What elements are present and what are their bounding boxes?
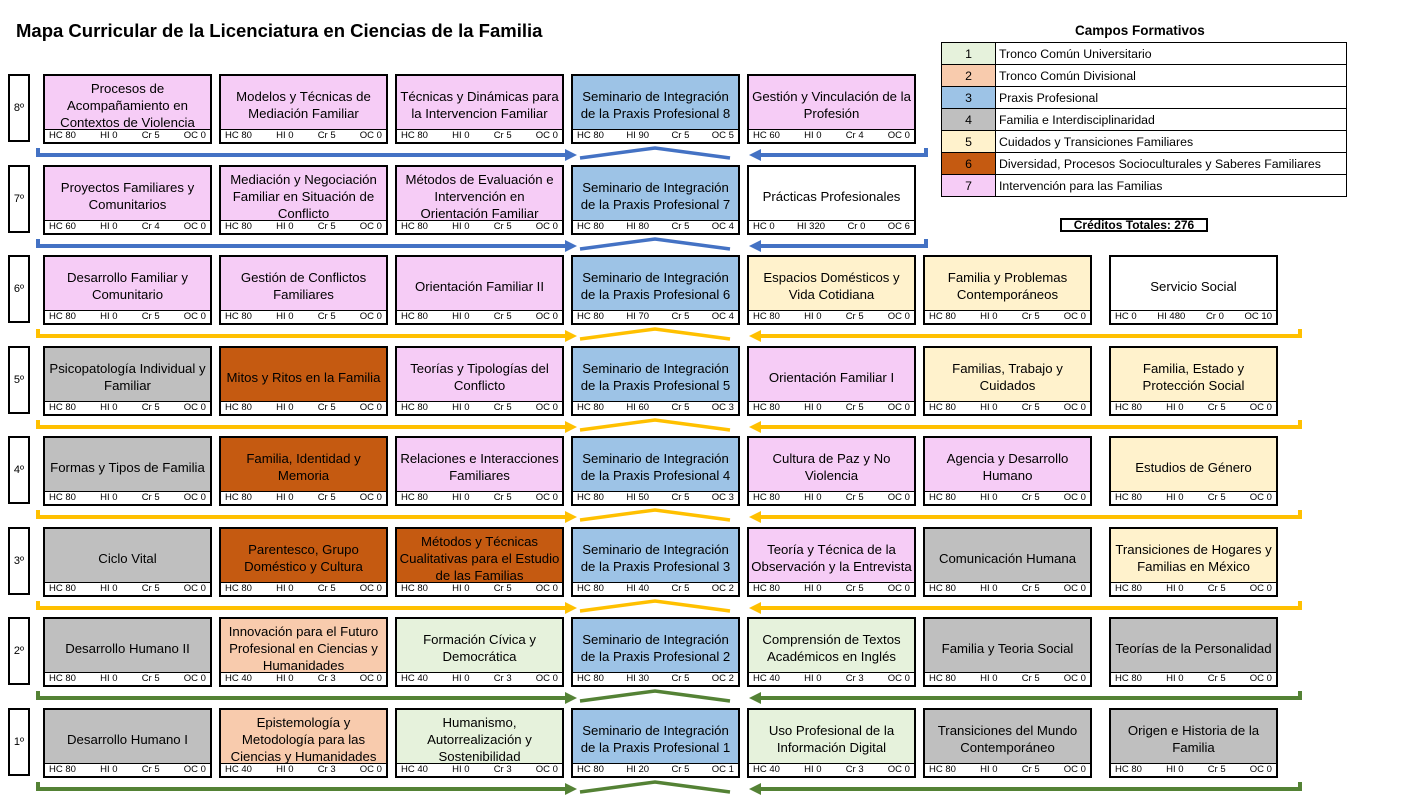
other-credits: OC 0 — [359, 130, 382, 141]
hours-theory: HC 60 — [753, 130, 780, 141]
course-name: Seminario de Integración de la Praxis Profesional 4 — [580, 451, 731, 483]
other-credits: OC 0 — [183, 764, 206, 775]
credits: Cr 5 — [671, 311, 690, 322]
course-name: Seminario de Integración de la Praxis Profesional 6 — [580, 270, 731, 302]
other-credits: OC 0 — [535, 764, 558, 775]
credits: Cr 5 — [317, 130, 336, 141]
hours-theory: HC 80 — [577, 402, 604, 413]
other-credits: OC 0 — [1249, 583, 1272, 594]
hours-theory: HC 80 — [929, 311, 956, 322]
other-credits: OC 0 — [1249, 673, 1272, 684]
other-credits: OC 0 — [359, 764, 382, 775]
other-credits: OC 3 — [711, 492, 734, 503]
hours-theory: HC 80 — [401, 221, 428, 232]
credits: Cr 5 — [671, 583, 690, 594]
other-credits: OC 0 — [887, 492, 910, 503]
course-name: Prácticas Profesionales — [762, 188, 901, 204]
course-name: Seminario de Integración de la Praxis Profesional 2 — [580, 632, 731, 664]
other-credits: OC 0 — [359, 311, 382, 322]
other-credits: OC 0 — [887, 583, 910, 594]
hours-independent: HI 0 — [100, 221, 118, 232]
hours-independent: HI 90 — [626, 130, 650, 141]
hours-independent: HI 0 — [452, 130, 470, 141]
other-credits: OC 0 — [359, 583, 382, 594]
other-credits: OC 0 — [183, 583, 206, 594]
hours-independent: HI 0 — [276, 673, 294, 684]
credits: Cr 5 — [671, 673, 690, 684]
credits: Cr 5 — [141, 492, 160, 503]
hours-theory: HC 80 — [753, 311, 780, 322]
hours-theory: HC 80 — [49, 311, 76, 322]
legend-label: Tronco Común Divisional — [996, 65, 1347, 87]
row-arrows — [38, 148, 926, 161]
semester-label: 6º — [8, 255, 30, 323]
credits: Cr 5 — [671, 764, 690, 775]
other-credits: OC 0 — [535, 492, 558, 503]
credits: Cr 5 — [317, 221, 336, 232]
hours-theory: HC 40 — [401, 764, 428, 775]
hours-independent: HI 0 — [804, 673, 822, 684]
hours-theory: HC 80 — [225, 130, 252, 141]
course-name: Proyectos Familiares y Comunitarios — [60, 180, 195, 212]
legend-num: 4 — [942, 109, 996, 131]
other-credits: OC 4 — [711, 311, 734, 322]
other-credits: OC 0 — [887, 764, 910, 775]
legend-label: Diversidad, Procesos Socioculturales y Saberes Familiares — [996, 153, 1347, 175]
credits: Cr 3 — [493, 673, 512, 684]
hours-independent: HI 320 — [797, 221, 826, 232]
credits: Cr 5 — [141, 583, 160, 594]
other-credits: OC 0 — [887, 673, 910, 684]
other-credits: OC 10 — [1244, 311, 1272, 322]
course-name: Teorías y Tipologías del Conflicto — [410, 361, 549, 393]
course-name: Familia y Problemas Contemporáneos — [947, 270, 1068, 302]
hours-independent: HI 0 — [276, 583, 294, 594]
credits: Cr 5 — [493, 130, 512, 141]
other-credits: OC 0 — [1249, 764, 1272, 775]
hours-theory: HC 80 — [753, 402, 780, 413]
hours-theory: HC 80 — [577, 583, 604, 594]
hours-theory: HC 80 — [1115, 402, 1142, 413]
other-credits: OC 6 — [887, 221, 910, 232]
course-name: Gestión de Conflictos Familiares — [240, 270, 367, 302]
hours-theory: HC 40 — [753, 764, 780, 775]
hours-independent: HI 80 — [626, 221, 650, 232]
hours-theory: HC 80 — [929, 673, 956, 684]
hours-independent: HI 0 — [980, 583, 998, 594]
course-name: Formas y Tipos de Familia — [50, 459, 205, 475]
other-credits: OC 0 — [1249, 492, 1272, 503]
hours-theory: HC 80 — [49, 583, 76, 594]
credits: Cr 5 — [845, 583, 864, 594]
course-name: Parentesco, Grupo Doméstico y Cultura — [244, 542, 363, 574]
hours-theory: HC 80 — [49, 492, 76, 503]
credits: Cr 4 — [141, 221, 160, 232]
legend-label: Familia e Interdisciplinaridad — [996, 109, 1347, 131]
row-arrows — [38, 782, 1300, 795]
credits: Cr 5 — [1021, 764, 1040, 775]
row-arrows — [38, 239, 926, 252]
credits: Cr 5 — [317, 492, 336, 503]
row-arrows — [38, 601, 1300, 614]
hours-theory: HC 80 — [577, 221, 604, 232]
other-credits: OC 0 — [183, 130, 206, 141]
credits-total: Créditos Totales: 276 — [1060, 218, 1208, 232]
credits: Cr 3 — [317, 673, 336, 684]
legend-num: 6 — [942, 153, 996, 175]
course-name: Orientación Familiar I — [768, 369, 895, 385]
hours-independent: HI 0 — [452, 311, 470, 322]
other-credits: OC 0 — [183, 492, 206, 503]
hours-independent: HI 0 — [452, 492, 470, 503]
hours-independent: HI 20 — [626, 764, 650, 775]
credits: Cr 5 — [1207, 402, 1226, 413]
course-name: Familia, Identidad y Memoria — [246, 451, 361, 483]
hours-independent: HI 0 — [276, 311, 294, 322]
course-name: Seminario de Integración de la Praxis Profesional 5 — [580, 361, 731, 393]
legend-num: 1 — [942, 43, 996, 65]
hours-theory: HC 80 — [49, 130, 76, 141]
credits: Cr 5 — [141, 402, 160, 413]
course-name: Mediación y Negociación Familiar en Situación de Conflicto — [230, 171, 377, 221]
hours-independent: HI 0 — [1166, 402, 1184, 413]
course-name: Gestión y Vinculación de la Profesión — [752, 89, 911, 121]
course-name: Desarrollo Humano I — [67, 731, 188, 747]
course-name: Cultura de Paz y No Violencia — [772, 451, 891, 483]
row-arrows — [38, 691, 1300, 704]
legend-label: Tronco Común Universitario — [996, 43, 1347, 65]
other-credits: OC 0 — [535, 583, 558, 594]
semester-label: 7º — [8, 165, 30, 233]
credits: Cr 5 — [845, 311, 864, 322]
credits: Cr 5 — [141, 673, 160, 684]
credits: Cr 5 — [141, 764, 160, 775]
hours-theory: HC 80 — [401, 492, 428, 503]
credits: Cr 5 — [1021, 311, 1040, 322]
hours-independent: HI 0 — [980, 673, 998, 684]
credits: Cr 5 — [845, 492, 864, 503]
hours-theory: HC 40 — [225, 673, 252, 684]
hours-theory: HC 80 — [753, 492, 780, 503]
credits: Cr 5 — [493, 311, 512, 322]
credits: Cr 5 — [317, 583, 336, 594]
course-name: Agencia y Desarrollo Humano — [946, 451, 1069, 483]
credits: Cr 5 — [141, 130, 160, 141]
credits: Cr 5 — [671, 402, 690, 413]
hours-independent: HI 30 — [626, 673, 650, 684]
hours-independent: HI 50 — [626, 492, 650, 503]
credits: Cr 5 — [671, 221, 690, 232]
legend-num: 5 — [942, 131, 996, 153]
course-name: Servicio Social — [1150, 278, 1237, 294]
other-credits: OC 0 — [535, 221, 558, 232]
hours-independent: HI 0 — [804, 402, 822, 413]
hours-independent: HI 0 — [276, 221, 294, 232]
credits: Cr 5 — [671, 492, 690, 503]
hours-independent: HI 0 — [100, 673, 118, 684]
course-name: Seminario de Integración de la Praxis Profesional 1 — [580, 723, 731, 755]
other-credits: OC 0 — [359, 402, 382, 413]
other-credits: OC 0 — [887, 130, 910, 141]
credits: Cr 5 — [493, 583, 512, 594]
course-name: Técnicas y Dinámicas para la Intervencion Familiar — [400, 89, 559, 121]
legend-num: 2 — [942, 65, 996, 87]
course-name: Seminario de Integración de la Praxis Profesional 8 — [580, 89, 731, 121]
semester-label: 4º — [8, 436, 30, 504]
other-credits: OC 0 — [359, 673, 382, 684]
other-credits: OC 2 — [711, 673, 734, 684]
course-name: Psicopatología Individual y Familiar — [49, 361, 206, 393]
credits: Cr 5 — [493, 221, 512, 232]
credits: Cr 4 — [845, 130, 864, 141]
course-name: Transiciones del Mundo Contemporáneo — [937, 723, 1078, 755]
hours-theory: HC 80 — [49, 764, 76, 775]
semester-label: 3º — [8, 527, 30, 595]
course-name: Comunicación Humana — [938, 550, 1077, 566]
credits: Cr 5 — [1021, 492, 1040, 503]
course-name: Formación Cívica y Democrática — [423, 632, 536, 664]
course-name: Familia, Estado y Protección Social — [1142, 361, 1245, 393]
hours-independent: HI 0 — [452, 764, 470, 775]
other-credits: OC 5 — [711, 130, 734, 141]
course-name: Relaciones e Interacciones Familiares — [400, 451, 559, 483]
hours-theory: HC 80 — [225, 492, 252, 503]
credits: Cr 5 — [1021, 402, 1040, 413]
hours-independent: HI 0 — [100, 492, 118, 503]
other-credits: OC 0 — [359, 492, 382, 503]
hours-independent: HI 60 — [626, 402, 650, 413]
hours-theory: HC 80 — [577, 764, 604, 775]
page-title: Mapa Curricular de la Licenciatura en Ciencias de la Familia — [16, 20, 543, 41]
legend-label: Intervención para las Familias — [996, 175, 1347, 197]
hours-theory: HC 80 — [401, 583, 428, 594]
hours-independent: HI 0 — [100, 583, 118, 594]
course-name: Mitos y Ritos en la Familia — [226, 369, 381, 385]
hours-theory: HC 40 — [401, 673, 428, 684]
course-name: Innovación para el Futuro Profesional en Ciencias y Humanidades — [228, 623, 379, 673]
hours-independent: HI 0 — [452, 402, 470, 413]
other-credits: OC 0 — [535, 130, 558, 141]
course-name: Modelos y Técnicas de Mediación Familiar — [236, 89, 371, 121]
credits: Cr 5 — [493, 402, 512, 413]
hours-independent: HI 0 — [1166, 492, 1184, 503]
row-arrows — [38, 420, 1300, 433]
legend-label: Cuidados y Transiciones Familiares — [996, 131, 1347, 153]
hours-independent: HI 0 — [1166, 673, 1184, 684]
hours-theory: HC 80 — [225, 402, 252, 413]
hours-independent: HI 0 — [276, 130, 294, 141]
credits: Cr 3 — [493, 764, 512, 775]
credits: Cr 5 — [1207, 583, 1226, 594]
semester-label: 5º — [8, 346, 30, 414]
course-name: Desarrollo Humano II — [65, 640, 190, 656]
course-name: Espacios Domésticos y Vida Cotidiana — [763, 270, 900, 302]
other-credits: OC 0 — [887, 311, 910, 322]
credits: Cr 3 — [845, 764, 864, 775]
hours-theory: HC 80 — [929, 492, 956, 503]
hours-theory: HC 80 — [929, 402, 956, 413]
row-arrows — [38, 510, 1300, 523]
hours-independent: HI 40 — [626, 583, 650, 594]
course-name: Uso Profesional de la Información Digital — [768, 723, 895, 755]
legend-title: Campos Formativos — [1075, 23, 1205, 38]
hours-independent: HI 0 — [1166, 764, 1184, 775]
credits: Cr 5 — [493, 492, 512, 503]
hours-theory: HC 80 — [1115, 492, 1142, 503]
course-name: Comprensión de Textos Académicos en Inglés — [762, 632, 901, 664]
credits: Cr 0 — [847, 221, 866, 232]
other-credits: OC 0 — [535, 673, 558, 684]
other-credits: OC 0 — [1249, 402, 1272, 413]
hours-theory: HC 80 — [1115, 673, 1142, 684]
other-credits: OC 0 — [535, 311, 558, 322]
other-credits: OC 0 — [887, 402, 910, 413]
credits: Cr 0 — [1205, 311, 1224, 322]
course-name: Métodos y Técnicas Cualitativas para el Estudio de las Familias — [399, 533, 560, 583]
other-credits: OC 0 — [1063, 673, 1086, 684]
course-name: Origen e Historia de la Familia — [1127, 723, 1260, 755]
hours-theory: HC 80 — [49, 673, 76, 684]
other-credits: OC 0 — [183, 673, 206, 684]
hours-independent: HI 0 — [100, 130, 118, 141]
course-name: Orientación Familiar II — [415, 278, 544, 294]
other-credits: OC 0 — [1063, 311, 1086, 322]
hours-theory: HC 80 — [49, 402, 76, 413]
other-credits: OC 0 — [183, 221, 206, 232]
hours-independent: HI 0 — [276, 402, 294, 413]
hours-theory: HC 80 — [1115, 583, 1142, 594]
hours-theory: HC 80 — [401, 130, 428, 141]
course-name: Estudios de Género — [1135, 459, 1252, 475]
course-name: Humanismo, Autorrealización y Sostenibilidad — [427, 714, 532, 764]
hours-independent: HI 0 — [980, 311, 998, 322]
hours-independent: HI 0 — [276, 764, 294, 775]
credits: Cr 5 — [1021, 673, 1040, 684]
hours-independent: HI 0 — [100, 311, 118, 322]
other-credits: OC 0 — [535, 402, 558, 413]
credits: Cr 5 — [317, 402, 336, 413]
semester-label: 1º — [8, 708, 30, 776]
hours-independent: HI 0 — [980, 402, 998, 413]
course-name: Seminario de Integración de la Praxis Profesional 3 — [580, 542, 731, 574]
other-credits: OC 0 — [1063, 402, 1086, 413]
credits: Cr 5 — [1207, 492, 1226, 503]
other-credits: OC 2 — [711, 583, 734, 594]
hours-theory: HC 80 — [577, 673, 604, 684]
hours-independent: HI 70 — [626, 311, 650, 322]
hours-theory: HC 40 — [753, 673, 780, 684]
hours-theory: HC 0 — [753, 221, 775, 232]
semester-label: 2º — [8, 617, 30, 685]
hours-theory: HC 80 — [225, 311, 252, 322]
credits: Cr 5 — [1021, 583, 1040, 594]
other-credits: OC 1 — [711, 764, 734, 775]
hours-independent: HI 0 — [804, 311, 822, 322]
hours-independent: HI 0 — [452, 583, 470, 594]
hours-theory: HC 60 — [49, 221, 76, 232]
hours-theory: HC 80 — [929, 764, 956, 775]
other-credits: OC 0 — [183, 402, 206, 413]
other-credits: OC 3 — [711, 402, 734, 413]
credits: Cr 5 — [671, 130, 690, 141]
hours-theory: HC 0 — [1115, 311, 1137, 322]
hours-theory: HC 80 — [225, 221, 252, 232]
credits: Cr 3 — [317, 764, 336, 775]
credits: Cr 5 — [1207, 673, 1226, 684]
hours-independent: HI 480 — [1157, 311, 1186, 322]
hours-independent: HI 0 — [804, 492, 822, 503]
hours-theory: HC 80 — [225, 583, 252, 594]
other-credits: OC 0 — [1063, 764, 1086, 775]
credits: Cr 5 — [141, 311, 160, 322]
row-arrows — [38, 329, 1300, 342]
hours-independent: HI 0 — [980, 492, 998, 503]
course-name: Teorías de la Personalidad — [1115, 640, 1272, 656]
course-name: Familias, Trabajo y Cuidados — [952, 361, 1063, 393]
course-name: Desarrollo Familiar y Comunitario — [67, 270, 188, 302]
hours-theory: HC 80 — [401, 311, 428, 322]
course-name: Ciclo Vital — [98, 550, 157, 566]
hours-independent: HI 0 — [1166, 583, 1184, 594]
other-credits: OC 0 — [1063, 492, 1086, 503]
legend-num: 7 — [942, 175, 996, 197]
hours-independent: HI 0 — [100, 764, 118, 775]
credits: Cr 3 — [845, 673, 864, 684]
other-credits: OC 0 — [359, 221, 382, 232]
hours-theory: HC 80 — [929, 583, 956, 594]
hours-independent: HI 0 — [804, 130, 822, 141]
hours-independent: HI 0 — [804, 583, 822, 594]
hours-independent: HI 0 — [452, 673, 470, 684]
hours-independent: HI 0 — [276, 492, 294, 503]
course-name: Epistemología y Metodología para las Ciencias y Humanidades — [230, 714, 377, 764]
hours-independent: HI 0 — [804, 764, 822, 775]
course-name: Teoría y Técnica de la Observación y la Entrevista — [751, 542, 912, 574]
course-name: Seminario de Integración de la Praxis Profesional 7 — [580, 180, 731, 212]
hours-independent: HI 0 — [980, 764, 998, 775]
semester-label: 8º — [8, 74, 30, 142]
legend-label: Praxis Profesional — [996, 87, 1347, 109]
hours-theory: HC 80 — [753, 583, 780, 594]
hours-theory: HC 80 — [1115, 764, 1142, 775]
hours-theory: HC 80 — [577, 492, 604, 503]
other-credits: OC 0 — [1063, 583, 1086, 594]
other-credits: OC 0 — [183, 311, 206, 322]
hours-theory: HC 80 — [577, 130, 604, 141]
hours-theory: HC 80 — [401, 402, 428, 413]
course-name: Familia y Teoria Social — [941, 640, 1074, 656]
credits: Cr 5 — [317, 311, 336, 322]
course-name: Procesos de Acompañamiento en Contextos de Violencia — [60, 80, 195, 130]
credits: Cr 5 — [845, 402, 864, 413]
credits: Cr 5 — [1207, 764, 1226, 775]
legend-num: 3 — [942, 87, 996, 109]
course-name: Métodos de Evaluación e Intervención en Orientación Familiar — [405, 171, 554, 221]
course-name: Transiciones de Hogares y Familias en México — [1115, 542, 1272, 574]
hours-theory: HC 40 — [225, 764, 252, 775]
hours-theory: HC 80 — [577, 311, 604, 322]
hours-independent: HI 0 — [452, 221, 470, 232]
other-credits: OC 4 — [711, 221, 734, 232]
hours-independent: HI 0 — [100, 402, 118, 413]
